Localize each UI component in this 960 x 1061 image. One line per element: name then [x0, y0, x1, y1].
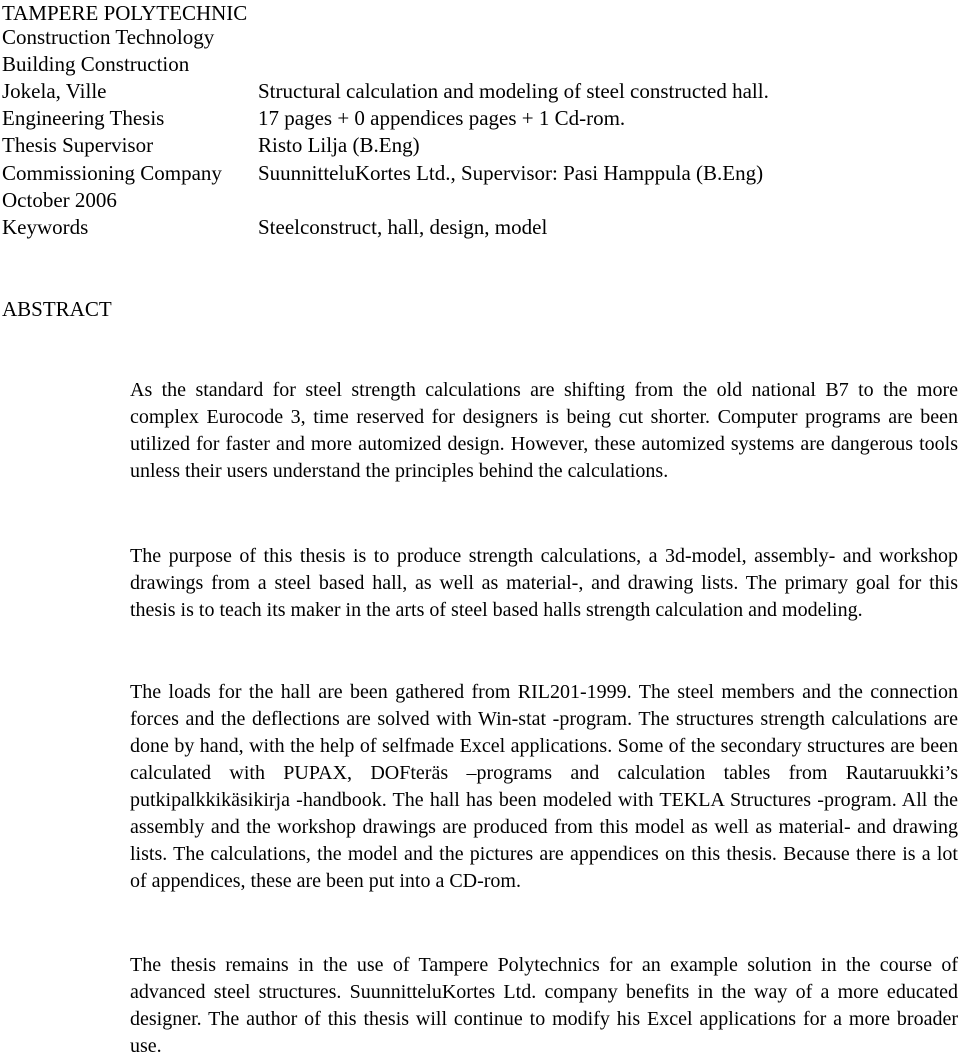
abstract-paragraph-4: The thesis remains in the use of Tampere Polytechnics for an example solution in the course of advanced steel structures. SuunnitteluKortes Ltd. company benefits in the way of a more educated designer. The author of this thesis will continue to modify his Excel applications for a more broader use.	[130, 954, 958, 1057]
department-name: Construction Technology	[2, 25, 215, 49]
program-name: Building Construction	[2, 52, 190, 76]
abstract-paragraph-1: As the standard for steel strength calculations are shifting from the old national B7 to the more complex Eurocode 3, time reserved for designers is being cut shorter. Computer programs are been utilized for faster and more automized design. However, these automized systems are dangerous tools unless their users understand the principles behind the calculations.	[130, 379, 958, 482]
abstract-paragraph-2: The purpose of this thesis is to produce strength calculations, a 3d-model, assembly- and workshop drawings from a steel based hall, as well as material-, and drawing lists. The primary goal for this thesis is to teach its maker in the arts of steel based halls strength calculation and modeling.	[130, 545, 958, 621]
supervisor-label: Thesis Supervisor	[2, 133, 154, 157]
thesis-type-label: Engineering Thesis	[2, 106, 165, 130]
company-name: SuunnitteluKortes Ltd., Supervisor: Pasi Hamppula (B.Eng)	[258, 161, 764, 185]
page-count: 17 pages + 0 appendices pages + 1 Cd-rom.	[258, 106, 626, 130]
abstract-heading: ABSTRACT	[2, 297, 112, 321]
keywords-value: Steelconstruct, hall, design, model	[258, 215, 548, 239]
author-label: Jokela, Ville	[2, 79, 107, 103]
date-label: October 2006	[2, 188, 117, 212]
keywords-label: Keywords	[2, 215, 89, 239]
supervisor-name: Risto Lilja (B.Eng)	[258, 133, 420, 157]
company-label: Commissioning Company	[2, 161, 222, 185]
institution-name: TAMPERE POLYTECHNIC	[2, 1, 248, 25]
abstract-paragraph-3: The loads for the hall are been gathered from RIL201-1999. The steel members and the connection forces and the deflections are solved with Win-stat -program. The structures strength calculations are done by hand, with the help of selfmade Excel applications. Some of the secondary structures are been calculated with PUPAX, DOFteräs –programs and calculation tables from Rautaruukki’s putkipalkkikäsikirja -handbook. The hall has been modeled with TEKLA Structures -program. All the assembly and the workshop drawings are produced from this model as well as material- and drawing lists. The calculations, the model and the pictures are appendices on this thesis. Because there is a lot of appendices, these are been put into a CD-rom.	[130, 681, 958, 892]
thesis-title: Structural calculation and modeling of steel constructed hall.	[258, 79, 769, 103]
